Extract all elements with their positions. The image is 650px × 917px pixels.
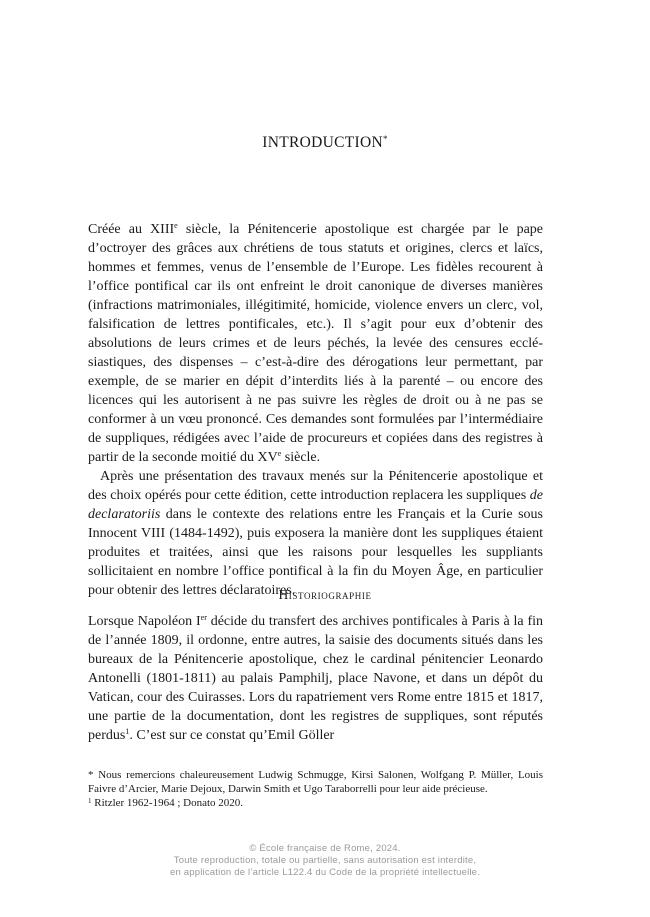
footnote-1-mark: 1 [88,797,92,805]
copyright-watermark [0,843,650,879]
page-title [0,134,650,152]
watermark-line-2: Toute reproduction, totale ou partielle, sans autorisation est interdite, [173,855,477,866]
p2-italic-term: de declaratoriis [88,488,543,522]
p1-start: Créée au XIII [88,222,175,237]
watermark-line-1: © École française de Rome, 2024. [249,843,401,854]
p2-start: Après une présentation des travaux menés sur la Pénitencerie apostolique et des choix opérés pour cette édition, cette introduction replacera les suppliques [88,469,543,503]
footnote-1 [88,796,543,810]
footnote-1-text: Ritzler 1962-1964 ; Donato 2020. [91,797,244,809]
p1-century-sup: e [174,221,178,230]
p3-text: décide du transfert des archives pontificales à Paris à la fin de l’année 1809, il ordonne, entre autres, la saisie des documents situés dans les bureaux de la Pénitencerie apostolique, chez le cardinal pénitencier Leonardo Antonelli (1801-1811) au palais Pamphilj, place Navone, et dans un dépôt du Vatican, cour des Cuirasses. Lors du rapatriement vers Rome entre 1815 et 1817, une partie de la documentation, dont les registres de suppliques, sont réputés perdus [88,614,543,743]
p3-sup: er [200,613,207,622]
paragraph-3 [88,612,543,745]
footnote-star-text: Nous remercions chaleureusement Ludwig Schmugge, Kirsi Salonen, Wolfgang P. Müller, Louis Faivre d’Arcier, Marie Dejoux, Darwin Smith et Ugo Taraborrelli pour leur aide précieuse. [88,769,543,795]
footnote-star [88,768,543,796]
intro-body [88,220,543,600]
p3-start: Lorsque Napoléon I [88,614,201,629]
p1-century2-sup: e [277,449,282,458]
title-footnote-mark: * [382,134,388,144]
section-heading: Historiographie [278,587,372,602]
p2-end: dans le contexte des relations entre les Français et la Curie sous Innocent VIII (1484-1492), puis exposera la manière dont les suppliques étaient produites et traitées, ainsi que les raisons pour lesquelles les suppliants sollicitaient en nombre l’office pontifical à la fin du Moyen Âge, en particulier pour obtenir des lettres déclaratoires. [88,507,543,598]
paragraph-2 [88,467,543,600]
p1-text: siècle, la Pénitencerie apostolique est chargée par le pape d’octroyer des grâces aux chrétiens de tous statuts et origines, clercs et laïcs, hommes et femmes, venus de l’ensemble de l’Europe. Les fidèles recourent à l’office pontifical car ils ont enfreint le droit canonique de diverses manières (infractions matrimoniales, illégitimité, homicide, violence envers un clerc, vol, falsification de lettres pontificales, etc.). Il s’agit pour eux d’obtenir des absolutions de leurs crimes et de leurs péchés, la levée des censures ecclésiastiques, des dispenses – c’est-à-dire des dérogations leur permettant, par exemple, de se marier en dépit d’interdits liés à la parenté – ou encore des licences qui les autorisent à ne pas suivre les règles de droit ou à ne pas se conformer à un vœu prononcé. Ces demandes sont formulées par l’intermédiaire de suppliques, rédigées avec l’aide de procureurs et copiées dans des registres à partir de la seconde moitié du XV [88,222,544,465]
page-title-text: INTRODUCTION [262,134,383,151]
footnote-ref-1: 1 [125,727,130,736]
watermark-line-3: en application de l’article L122.4 du Code de la propriété intellectuelle. [169,867,481,878]
historiography-body [88,612,543,745]
footnote-star-mark: * [88,769,94,781]
p3-end: . C’est sur ce constat qu’Emil Göller [129,728,335,743]
footnotes [88,768,543,810]
paragraph-1 [88,220,543,467]
p1-end: siècle. [281,450,321,465]
